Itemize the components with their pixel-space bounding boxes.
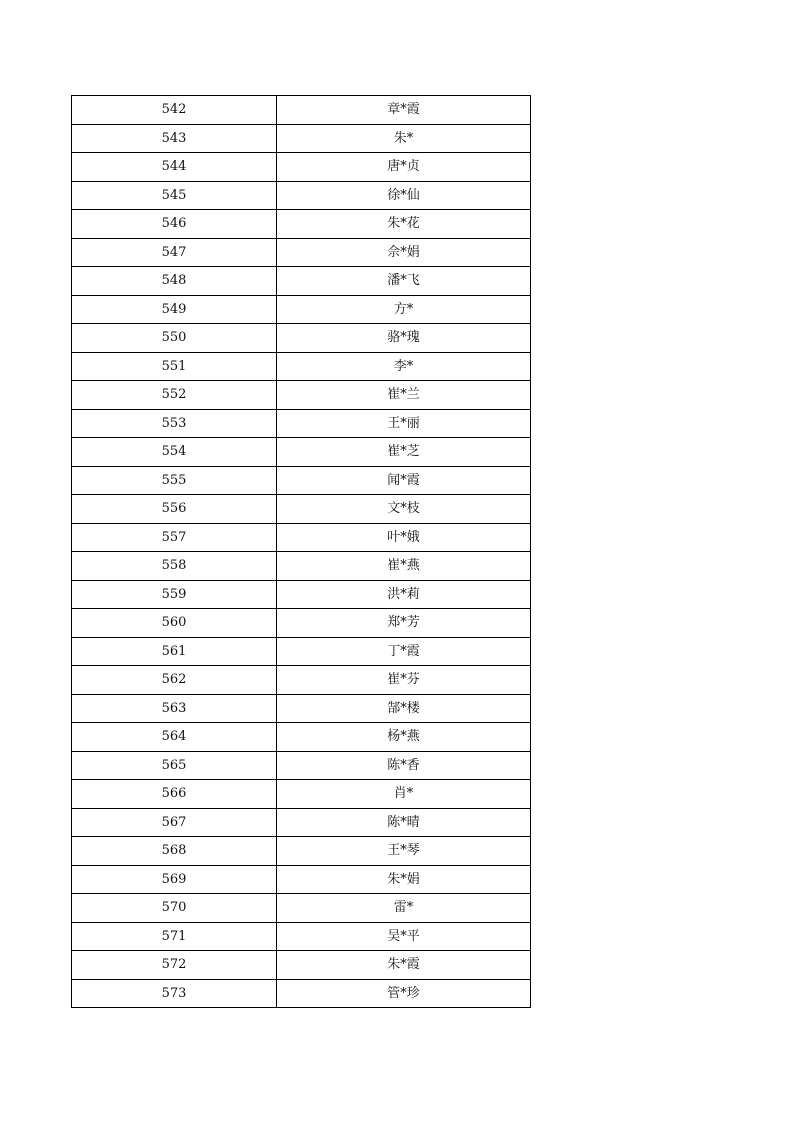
data-table xyxy=(71,95,531,1008)
table-row xyxy=(72,580,531,609)
name-cell: 唐*贞 xyxy=(277,153,531,182)
table-row xyxy=(72,324,531,353)
name-cell: 崔*芬 xyxy=(277,666,531,695)
table-row xyxy=(72,894,531,923)
name-cell: 骆*瑰 xyxy=(277,324,531,353)
row-number-cell: 560 xyxy=(72,609,277,638)
name-cell: 章*霞 xyxy=(277,96,531,125)
table-row xyxy=(72,808,531,837)
table-row xyxy=(72,352,531,381)
name-cell: 崔*燕 xyxy=(277,552,531,581)
table-row xyxy=(72,951,531,980)
name-cell: 肖* xyxy=(277,780,531,809)
row-number-cell: 553 xyxy=(72,409,277,438)
row-number-cell: 567 xyxy=(72,808,277,837)
row-number-cell: 569 xyxy=(72,865,277,894)
row-number-cell: 564 xyxy=(72,723,277,752)
name-cell: 杨*燕 xyxy=(277,723,531,752)
name-cell: 朱*霞 xyxy=(277,951,531,980)
row-number-cell: 554 xyxy=(72,438,277,467)
row-number-cell: 558 xyxy=(72,552,277,581)
row-number-cell: 561 xyxy=(72,637,277,666)
name-cell: 陈*香 xyxy=(277,751,531,780)
name-cell: 崔*芝 xyxy=(277,438,531,467)
name-cell: 叶*娥 xyxy=(277,523,531,552)
name-cell: 文*枝 xyxy=(277,495,531,524)
name-cell: 郜*楼 xyxy=(277,694,531,723)
row-number-cell: 546 xyxy=(72,210,277,239)
row-number-cell: 566 xyxy=(72,780,277,809)
name-cell: 李* xyxy=(277,352,531,381)
row-number-cell: 543 xyxy=(72,124,277,153)
table-row xyxy=(72,751,531,780)
name-cell: 佘*娟 xyxy=(277,238,531,267)
table-row xyxy=(72,865,531,894)
table-row xyxy=(72,979,531,1008)
row-number-cell: 542 xyxy=(72,96,277,125)
row-number-cell: 544 xyxy=(72,153,277,182)
table-row xyxy=(72,780,531,809)
row-number-cell: 559 xyxy=(72,580,277,609)
row-number-cell: 572 xyxy=(72,951,277,980)
row-number-cell: 547 xyxy=(72,238,277,267)
row-number-cell: 570 xyxy=(72,894,277,923)
row-number-cell: 549 xyxy=(72,295,277,324)
table-row xyxy=(72,552,531,581)
table-row xyxy=(72,124,531,153)
table-row xyxy=(72,409,531,438)
name-cell: 徐*仙 xyxy=(277,181,531,210)
name-cell: 吴*平 xyxy=(277,922,531,951)
table-row xyxy=(72,666,531,695)
name-cell: 王*丽 xyxy=(277,409,531,438)
name-cell: 朱*娟 xyxy=(277,865,531,894)
table-row xyxy=(72,723,531,752)
row-number-cell: 563 xyxy=(72,694,277,723)
name-cell: 雷* xyxy=(277,894,531,923)
row-number-cell: 548 xyxy=(72,267,277,296)
name-cell: 王*琴 xyxy=(277,837,531,866)
table-row xyxy=(72,210,531,239)
row-number-cell: 550 xyxy=(72,324,277,353)
table-row xyxy=(72,267,531,296)
table-row xyxy=(72,495,531,524)
table-row xyxy=(72,694,531,723)
name-cell: 朱* xyxy=(277,124,531,153)
name-cell: 闻*霞 xyxy=(277,466,531,495)
table-row xyxy=(72,837,531,866)
row-number-cell: 568 xyxy=(72,837,277,866)
name-cell: 管*珍 xyxy=(277,979,531,1008)
table-row xyxy=(72,181,531,210)
name-cell: 丁*霞 xyxy=(277,637,531,666)
row-number-cell: 556 xyxy=(72,495,277,524)
row-number-cell: 555 xyxy=(72,466,277,495)
row-number-cell: 562 xyxy=(72,666,277,695)
table-row xyxy=(72,466,531,495)
table-row xyxy=(72,438,531,467)
name-cell: 郑*芳 xyxy=(277,609,531,638)
name-cell: 崔*兰 xyxy=(277,381,531,410)
name-cell: 洪*莉 xyxy=(277,580,531,609)
name-cell: 陈*晴 xyxy=(277,808,531,837)
row-number-cell: 552 xyxy=(72,381,277,410)
row-number-cell: 551 xyxy=(72,352,277,381)
table-row xyxy=(72,238,531,267)
row-number-cell: 571 xyxy=(72,922,277,951)
table-row xyxy=(72,295,531,324)
name-cell: 潘*飞 xyxy=(277,267,531,296)
row-number-cell: 557 xyxy=(72,523,277,552)
table-row xyxy=(72,381,531,410)
table-row xyxy=(72,96,531,125)
table-row xyxy=(72,153,531,182)
table-row xyxy=(72,637,531,666)
table-body xyxy=(72,96,531,1008)
row-number-cell: 545 xyxy=(72,181,277,210)
table-row xyxy=(72,523,531,552)
name-cell: 方* xyxy=(277,295,531,324)
row-number-cell: 573 xyxy=(72,979,277,1008)
table-row xyxy=(72,922,531,951)
table-row xyxy=(72,609,531,638)
name-cell: 朱*花 xyxy=(277,210,531,239)
row-number-cell: 565 xyxy=(72,751,277,780)
